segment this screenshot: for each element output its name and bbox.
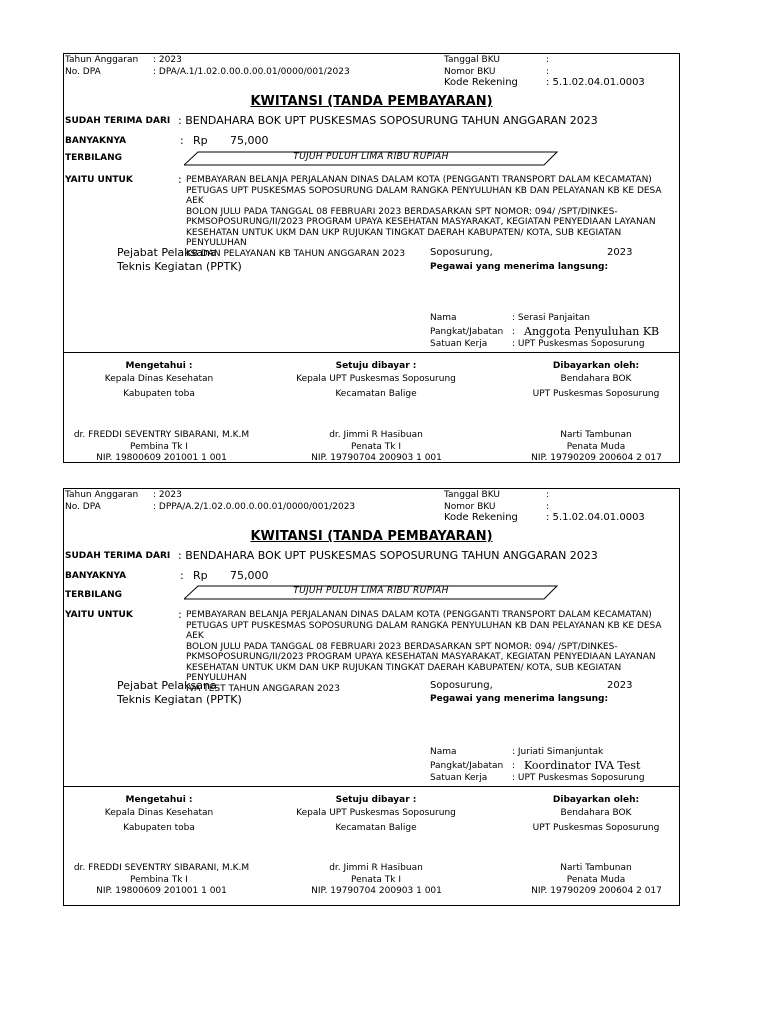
- sudah-terima-dari-label: SUDAH TERIMA DARI: [65, 551, 171, 561]
- description-line: BOLON JULU PADA TANGGAL 08 FEBRUARI 2023 BERDASARKAN SPT NOMOR: 094/ /SPT/DINKES-: [186, 641, 618, 652]
- receipt-2: [63, 488, 680, 906]
- kode-rekening-value: : 5.1.02.04.01.0003: [546, 77, 645, 88]
- penerima-label: Pegawai yang menerima langsung:: [430, 262, 609, 272]
- description-line: PKMSOPOSURUNG/II/2023 PROGRAM UPAYA KESEHATAN MASYARAKAT, KEGIATAN PENYEDIAAN LAYANAN: [186, 652, 656, 662]
- signer3-nip: NIP. 19790209 200604 2 017: [531, 453, 662, 463]
- place-label: Soposurung,: [430, 247, 493, 258]
- kode-rekening-label: Kode Rekening: [444, 512, 518, 523]
- satuan-kerja-label: Satuan Kerja: [430, 773, 488, 783]
- kode-rekening-label: Kode Rekening: [444, 77, 518, 88]
- terbilang-label: TERBILANG: [65, 153, 123, 163]
- terbilang-value: TUJUH PULUH LIMA RIBU RUPIAH: [293, 586, 449, 596]
- yaitu-untuk-colon: :: [178, 173, 182, 186]
- sudah-terima-dari-value: : BENDAHARA BOK UPT PUSKESMAS SOPOSURUNG TAHUN ANGGARAN 2023: [178, 549, 598, 562]
- nomor-bku-label: Nomor BKU: [444, 67, 496, 77]
- pangkat-colon: :: [512, 761, 516, 771]
- signature-separator: [64, 352, 679, 353]
- description-line: PKMSOPOSURUNG/II/2023 PROGRAM UPAYA KESEHATAN MASYARAKAT, KEGIATAN PENYEDIAAN LAYANAN: [186, 217, 656, 227]
- bendahara-title-line2: UPT Puskesmas Soposurung: [532, 389, 660, 399]
- pptk-label-line2: Teknis Kegiatan (PPTK): [117, 260, 242, 273]
- receipt-title: KWITANSI (TANDA PEMBAYARAN): [250, 94, 493, 109]
- kadis-title-line2: Kabupaten toba: [123, 823, 195, 833]
- satuan-kerja-value: : UPT Puskesmas Soposurung: [512, 773, 645, 783]
- pptk-label-line2: Teknis Kegiatan (PPTK): [117, 693, 242, 706]
- signer3-nip: NIP. 19790209 200604 2 017: [531, 886, 662, 896]
- signer2-rank: Penata Tk I: [351, 442, 401, 452]
- kadis-title-line1: Kepala Dinas Kesehatan: [104, 374, 214, 384]
- receipt-1: [63, 53, 680, 463]
- place-label: Soposurung,: [430, 680, 493, 691]
- signer1-rank: Pembina Tk I: [130, 442, 188, 452]
- description-line: BOLON JULU PADA TANGGAL 08 FEBRUARI 2023 BERDASARKAN SPT NOMOR: 094/ /SPT/DINKES-: [186, 206, 618, 217]
- no-dpa-label: No. DPA: [65, 67, 101, 77]
- kadis-title-line1: Kepala Dinas Kesehatan: [104, 808, 214, 818]
- penerima-label: Pegawai yang menerima langsung:: [430, 694, 609, 704]
- dibayarkan-oleh-label: Dibayarkan oleh:: [552, 361, 640, 371]
- pptk-label-line1: Pejabat Pelaksana: [117, 246, 217, 259]
- receipt-title: KWITANSI (TANDA PEMBAYARAN): [250, 529, 493, 544]
- nama-value: : Serasi Panjaitan: [512, 313, 590, 323]
- tanggal-bku-label: Tanggal BKU: [444, 490, 500, 500]
- setuju-dibayar-label: Setuju dibayar :: [335, 361, 417, 371]
- tanggal-bku-value: :: [546, 490, 550, 500]
- description-line: IVA TEST TAHUN ANGGARAN 2023: [186, 683, 340, 694]
- kapus-title-line2: Kecamatan Balige: [335, 823, 417, 833]
- satuan-kerja-label: Satuan Kerja: [430, 339, 488, 349]
- nama-label: Nama: [430, 313, 457, 323]
- yaitu-untuk-colon: :: [178, 608, 182, 621]
- satuan-kerja-value: : UPT Puskesmas Soposurung: [512, 339, 645, 349]
- nama-label: Nama: [430, 747, 457, 757]
- dibayarkan-oleh-label: Dibayarkan oleh:: [552, 795, 640, 805]
- mengetahui-label: Mengetahui :: [125, 795, 193, 805]
- terbilang-banner: [184, 585, 558, 600]
- signer2-name: dr. Jimmi R Hasibuan: [329, 863, 423, 873]
- sudah-terima-dari-label: SUDAH TERIMA DARI: [65, 116, 171, 126]
- signer3-name: Narti Tambunan: [560, 863, 632, 873]
- no-dpa-value: : DPA/A.1/1.02.0.00.0.00.01/0000/001/2023: [153, 67, 350, 77]
- signer2-rank: Penata Tk I: [351, 875, 401, 885]
- kadis-title-line2: Kabupaten toba: [123, 389, 195, 399]
- signer1-rank: Pembina Tk I: [130, 875, 188, 885]
- date-year: 2023: [607, 247, 633, 258]
- terbilang-label: TERBILANG: [65, 590, 123, 600]
- terbilang-banner: [184, 151, 558, 166]
- description-line: PETUGAS UPT PUSKESMAS SOPOSURUNG DALAM RANGKA PENYULUHAN KB DAN PELAYANAN KB KE DESA AEK: [186, 185, 662, 206]
- nama-value: : Juriati Simanjuntak: [512, 747, 604, 757]
- bendahara-title-line2: UPT Puskesmas Soposurung: [532, 823, 660, 833]
- bendahara-title-line1: Bendahara BOK: [560, 808, 632, 818]
- no-dpa-value: : DPPA/A.2/1.02.0.00.0.00.01/0000/001/2023: [153, 502, 356, 512]
- signer2-nip: NIP. 19790704 200903 1 001: [311, 453, 442, 463]
- banyaknya-colon: :: [180, 569, 184, 582]
- description-line: KB DAN PELAYANAN KB TAHUN ANGGARAN 2023: [186, 248, 406, 259]
- description-line: PEMBAYARAN BELANJA PERJALANAN DINAS DALAM KOTA (PENGGANTI TRANSPORT DALAM KECAMATAN): [186, 610, 652, 620]
- terbilang-value: TUJUH PULUH LIMA RIBU RUPIAH: [293, 152, 449, 162]
- signer3-rank: Penata Muda: [566, 442, 626, 452]
- pptk-label-line1: Pejabat Pelaksana: [117, 679, 217, 692]
- pangkat-label: Pangkat/Jabatan: [430, 327, 504, 337]
- no-dpa-label: No. DPA: [65, 502, 101, 512]
- pangkat-value: Anggota Penyuluhan KB: [524, 325, 660, 338]
- kode-rekening-value: : 5.1.02.04.01.0003: [546, 512, 645, 523]
- amount-value: 75,000: [230, 569, 269, 582]
- pangkat-colon: :: [512, 327, 516, 337]
- signer1-nip: NIP. 19800609 201001 1 001: [96, 886, 227, 896]
- signature-separator: [64, 786, 679, 787]
- tahun-anggaran-label: Tahun Anggaran: [65, 55, 139, 65]
- pangkat-value: Koordinator IVA Test: [524, 759, 641, 772]
- mengetahui-label: Mengetahui :: [125, 361, 193, 371]
- tanggal-bku-value: :: [546, 55, 550, 65]
- kapus-title-line2: Kecamatan Balige: [335, 389, 417, 399]
- setuju-dibayar-label: Setuju dibayar :: [335, 795, 417, 805]
- kapus-title-line1: Kepala UPT Puskesmas Soposurung: [296, 374, 456, 384]
- signer1-name: dr. FREDDI SEVENTRY SIBARANI, M.K.M: [73, 430, 250, 440]
- signer1-name: dr. FREDDI SEVENTRY SIBARANI, M.K.M: [73, 863, 250, 873]
- tahun-anggaran-label: Tahun Anggaran: [65, 490, 139, 500]
- nomor-bku-value: :: [546, 502, 550, 512]
- pangkat-label: Pangkat/Jabatan: [430, 761, 504, 771]
- tahun-anggaran-value: : 2023: [153, 490, 182, 500]
- tanggal-bku-label: Tanggal BKU: [444, 55, 500, 65]
- description-line: KESEHATAN UNTUK UKM DAN UKP RUJUKAN TINGKAT DAERAH KABUPATEN/ KOTA, SUB KEGIATAN PENYULUHAN: [186, 227, 622, 248]
- signer1-nip: NIP. 19800609 201001 1 001: [96, 453, 227, 463]
- kapus-title-line1: Kepala UPT Puskesmas Soposurung: [296, 808, 456, 818]
- banyaknya-label: BANYAKNYA: [65, 571, 127, 581]
- date-year: 2023: [607, 680, 633, 691]
- nomor-bku-value: :: [546, 67, 550, 77]
- signer2-name: dr. Jimmi R Hasibuan: [329, 430, 423, 440]
- banyaknya-label: BANYAKNYA: [65, 136, 127, 146]
- tahun-anggaran-value: : 2023: [153, 55, 182, 65]
- banyaknya-colon: :: [180, 134, 184, 147]
- description-line: KESEHATAN UNTUK UKM DAN UKP RUJUKAN TINGKAT DAERAH KABUPATEN/ KOTA, SUB KEGIATAN PENYULUHAN: [186, 662, 622, 683]
- yaitu-untuk-label: YAITU UNTUK: [65, 610, 133, 620]
- amount-value: 75,000: [230, 134, 269, 147]
- currency-rp: Rp: [193, 134, 208, 147]
- bendahara-title-line1: Bendahara BOK: [560, 374, 632, 384]
- description-line: PEMBAYARAN BELANJA PERJALANAN DINAS DALAM KOTA (PENGGANTI TRANSPORT DALAM KECAMATAN): [186, 175, 652, 185]
- signer3-rank: Penata Muda: [566, 875, 626, 885]
- description-line: PETUGAS UPT PUSKESMAS SOPOSURUNG DALAM RANGKA PENYULUHAN KB DAN PELAYANAN KB KE DESA AEK: [186, 620, 662, 641]
- yaitu-untuk-label: YAITU UNTUK: [65, 175, 133, 185]
- sudah-terima-dari-value: : BENDAHARA BOK UPT PUSKESMAS SOPOSURUNG TAHUN ANGGARAN 2023: [178, 114, 598, 127]
- nomor-bku-label: Nomor BKU: [444, 502, 496, 512]
- signer2-nip: NIP. 19790704 200903 1 001: [311, 886, 442, 896]
- currency-rp: Rp: [193, 569, 208, 582]
- signer3-name: Narti Tambunan: [560, 430, 632, 440]
